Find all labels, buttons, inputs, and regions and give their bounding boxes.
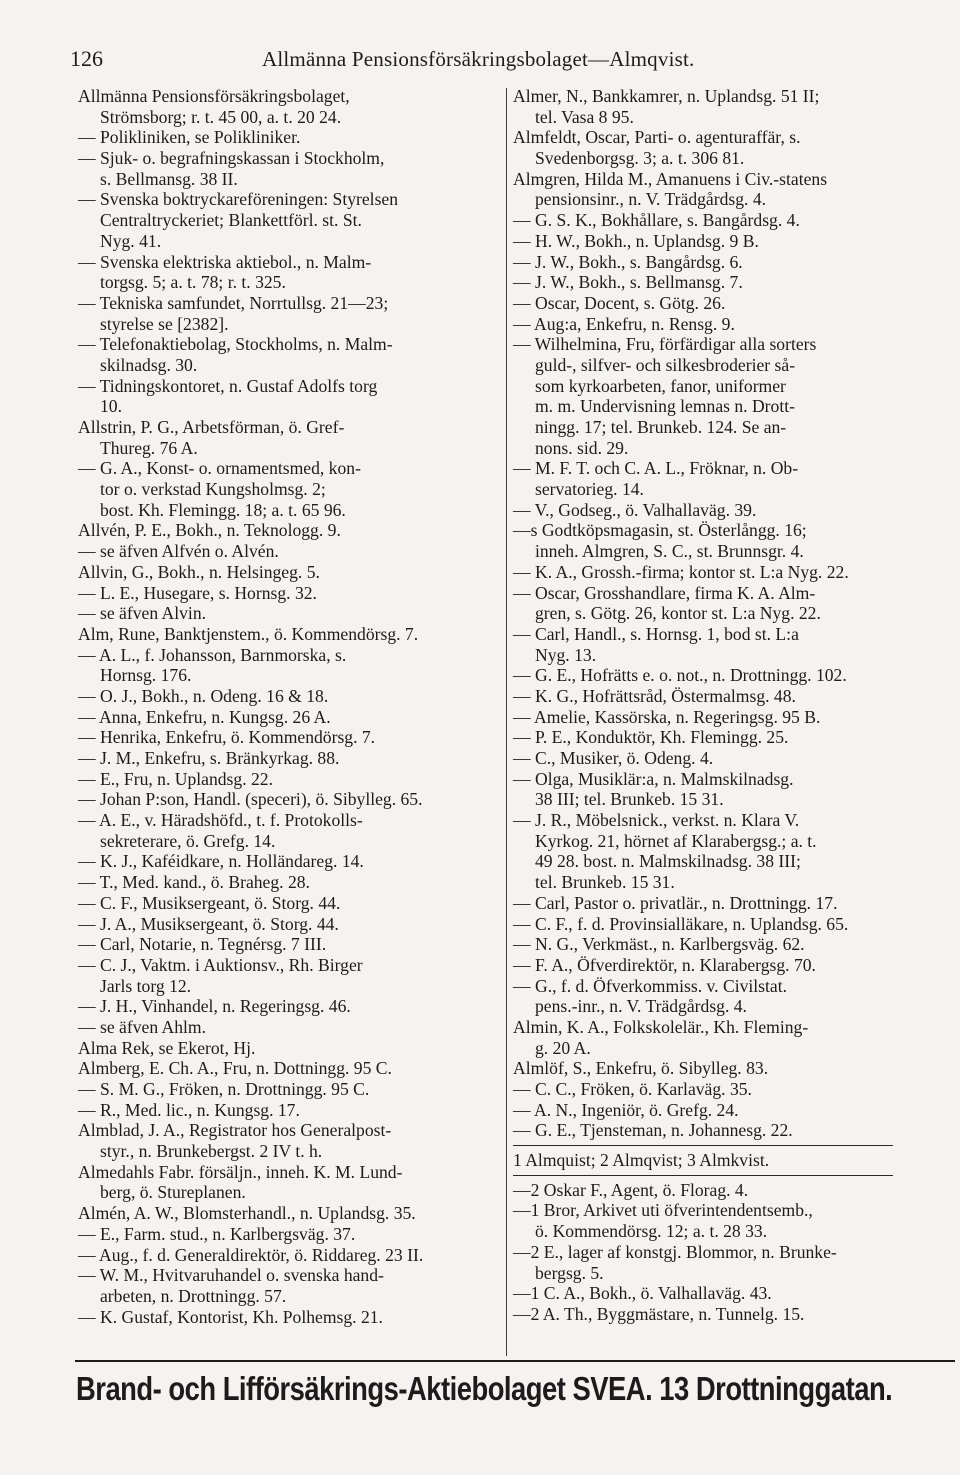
directory-entry-line: — C. J., Vaktm. i Auktionsv., Rh. Birger <box>78 954 363 975</box>
directory-entry-line: —2 Oskar F., Agent, ö. Florag. 4. <box>513 1179 749 1200</box>
directory-entry-line: — J. M., Enkefru, s. Bränkyrkag. 88. <box>78 748 340 768</box>
page-number: 126 <box>70 46 103 71</box>
directory-entry-line: — Wilhelmina, Fru, förfärdigar alla sorters <box>513 334 817 355</box>
directory-entry-line: — R., Med. lic., n. Kungsg. 17. <box>78 1099 300 1120</box>
directory-entry-line: 38 III; tel. Brunkeb. 15 31. <box>535 789 724 810</box>
directory-entry-line: ningg. 17; tel. Brunkeb. 124. Se an- <box>535 417 787 437</box>
footer-rule <box>75 1360 955 1362</box>
directory-entry-line: — Carl, Notarie, n. Tegnérsg. 7 III. <box>78 934 327 955</box>
directory-entry-line: tor o. verkstad Kungsholmsg. 2; <box>100 479 326 500</box>
directory-entry-line: m. m. Undervisning lemnas n. Drott- <box>535 396 795 417</box>
directory-entry-line: Hornsg. 176. <box>100 665 192 686</box>
directory-entry-line: servatorieg. 14. <box>535 479 644 500</box>
directory-entry-line: Jarls torg 12. <box>100 975 192 996</box>
directory-entry-line: guld-, silfver- och silkesbroderier så- <box>535 354 796 375</box>
directory-entry-line: torgsg. 5; a. t. 78; r. t. 325. <box>100 272 286 293</box>
directory-entry-line: — K. J., Kaféidkare, n. Holländareg. 14. <box>78 851 364 872</box>
directory-entry-line: —2 A. Th., Byggmästare, n. Tunnelg. 15. <box>513 1303 805 1324</box>
directory-entry-line: — A. L., f. Johansson, Barnmorska, s. <box>78 644 347 665</box>
directory-entry-line: — M. F. T. och C. A. L., Fröknar, n. Ob- <box>513 458 799 479</box>
directory-entry-line: — K. A., Grossh.-firma; kontor st. L:a Nyg. 22. <box>513 561 849 582</box>
directory-entry-line: Allvin, G., Bokh., n. Helsingeg. 5. <box>78 561 320 582</box>
directory-entry-line: — se äfven Alfvén o. Alvén. <box>78 541 279 562</box>
column-divider <box>506 88 507 1356</box>
directory-entry-line: 10. <box>100 396 122 417</box>
directory-entry-line: — Aug:a, Enkefru, n. Rensg. 9. <box>513 313 735 334</box>
directory-entry-line: nons. sid. 29. <box>535 437 629 458</box>
directory-entry-line: — se äfven Alvin. <box>78 603 207 624</box>
directory-entry-line: gren, s. Götg. 26, kontor st. L:a Nyg. 22. <box>535 603 821 624</box>
directory-entry-line: Almgren, Hilda M., Amanuens i Civ.-statens <box>513 168 828 189</box>
directory-entry-line: Thureg. 76 A. <box>100 437 198 458</box>
directory-entry-line: — Svenska elektriska aktiebol., n. Malm- <box>78 251 372 272</box>
directory-entry-line: skilnadsg. 30. <box>100 354 198 375</box>
directory-entry-line: styrelse se [2382]. <box>100 313 229 334</box>
directory-entry-line: —2 E., lager af konstgj. Blommor, n. Brunke- <box>513 1241 837 1262</box>
directory-entry-line: tel. Brunkeb. 15 31. <box>535 872 675 893</box>
directory-entry-line: — G., f. d. Öfverkommiss. v. Civilstat. <box>513 975 787 996</box>
directory-entry-line: — C. F., f. d. Provinsialläkare, n. Uplandsg. 65. <box>513 913 849 934</box>
directory-entry-line: styr., n. Brunkebergst. 2 IV t. h. <box>100 1141 323 1162</box>
directory-entry-line: Almedahls Fabr. försäljn., inneh. K. M. Lund- <box>78 1161 403 1182</box>
footnote-rule <box>513 1145 893 1146</box>
directory-entry-line: — G. E., Tjensteman, n. Johannesg. 22. <box>513 1120 793 1141</box>
directory-entry-line: — Amelie, Kassörska, n. Regeringsg. 95 B. <box>513 706 821 727</box>
directory-entry-line: — G. S. K., Bokhållare, s. Bangårdsg. 4. <box>513 210 800 231</box>
directory-entry-line: — J. W., Bokh., s. Bangårdsg. 6. <box>513 251 743 272</box>
directory-entry-line: arbeten, n. Drottningg. 57. <box>100 1285 287 1306</box>
directory-entry-line: s. Bellmansg. 38 II. <box>100 168 238 189</box>
directory-entry-line: — E., Farm. stud., n. Karlbergsväg. 37. <box>78 1223 356 1244</box>
directory-entry-line: — Henrika, Enkefru, ö. Kommendörsg. 7. <box>78 727 376 748</box>
directory-entry-line: Almfeldt, Oscar, Parti- o. agenturaffär, s. <box>513 127 801 148</box>
directory-entry-line: — C. F., Musiksergeant, ö. Storg. 44. <box>78 892 341 913</box>
directory-entry-line: — P. E., Konduktör, Kh. Flemingg. 25. <box>513 727 789 748</box>
directory-entry-line: Strömsborg; r. t. 45 00, a. t. 20 24. <box>100 106 342 127</box>
directory-entry-line: — Svenska boktryckareföreningen: Styrelsen <box>78 189 399 210</box>
directory-entry-line: g. 20 A. <box>535 1037 591 1058</box>
directory-entry-line: — A. N., Ingeniör, ö. Grefg. 24. <box>513 1099 739 1120</box>
directory-entry-line: — Carl, Pastor o. privatlär., n. Drottningg. 17. <box>513 892 838 913</box>
directory-entry-line: — C. C., Fröken, ö. Karlaväg. 35. <box>513 1079 752 1099</box>
directory-entry-line: — Carl, Handl., s. Hornsg. 1, bod st. L:a <box>513 623 799 644</box>
right-column <box>513 86 953 1325</box>
directory-entry-line: Allstrin, P. G., Arbetsförman, ö. Gref- <box>78 417 345 437</box>
directory-entry-line: Nyg. 41. <box>100 230 162 251</box>
directory-entry-line: — Oscar, Grosshandlare, firma K. A. Alm- <box>513 582 816 603</box>
directory-entry-line: — V., Godseg., ö. Valhallaväg. 39. <box>513 499 757 520</box>
directory-entry-line: — G. E., Hofrätts e. o. not., n. Drottningg. 102. <box>513 665 847 686</box>
directory-entry-line: Allmänna Pensionsförsäkringsbolaget, <box>78 86 350 106</box>
directory-entry-line: 49 28. bost. n. Malmskilnadsg. 38 III; <box>535 851 801 872</box>
directory-entry-line: — Telefonaktiebolag, Stockholms, n. Malm- <box>78 334 393 355</box>
directory-entry-line: — K. G., Hofrättsråd, Östermalmsg. 48. <box>513 685 796 706</box>
directory-entry-line: inneh. Almgren, S. C., st. Brunnsgr. 4. <box>535 541 804 562</box>
directory-entry-line: — Aug., f. d. Generaldirektör, ö. Riddareg. 23 II. <box>78 1244 424 1265</box>
directory-entry-line: — H. W., Bokh., n. Uplandsg. 9 B. <box>513 230 759 251</box>
directory-entry-line: Nyg. 13. <box>535 644 597 665</box>
directory-entry-line: pensionsinr., n. V. Trädgårdsg. 4. <box>535 189 767 210</box>
footnote-rule <box>513 1175 893 1176</box>
directory-entry-line: ö. Kommendörsg. 12; a. t. 28 33. <box>535 1221 768 1242</box>
directory-entry-line: berg, ö. Stureplanen. <box>100 1182 246 1203</box>
page-header <box>0 46 960 78</box>
directory-entry-line: bost. Kh. Flemingg. 18; a. t. 65 96. <box>100 499 346 520</box>
directory-entry-line: Alm, Rune, Banktjenstem., ö. Kommendörsg. 7. <box>78 623 419 644</box>
directory-entry-line: — se äfven Ahlm. <box>78 1016 207 1037</box>
directory-entry-line: Almén, A. W., Blomsterhandl., n. Uplandsg. 35. <box>78 1203 416 1224</box>
directory-entry-line: pens.-inr., n. V. Trädgårdsg. 4. <box>535 996 747 1017</box>
directory-entry-line: — Johan P:son, Handl. (speceri), ö. Sibylleg. 65. <box>78 789 423 810</box>
directory-entry-line: — K. Gustaf, Kontorist, Kh. Polhemsg. 21. <box>78 1306 383 1327</box>
directory-entry-line: Almin, K. A., Folkskolelär., Kh. Fleming- <box>513 1016 809 1037</box>
directory-entry-line: — J. R., Möbelsnick., verkst. n. Klara V. <box>513 810 800 831</box>
directory-entry-line: — E., Fru, n. Uplandsg. 22. <box>78 768 273 789</box>
directory-entry-line: — L. E., Husegare, s. Hornsg. 32. <box>78 582 317 603</box>
directory-entry-line: — J. A., Musiksergeant, ö. Storg. 44. <box>78 913 339 934</box>
footer <box>0 1360 960 1420</box>
directory-entry-line: Centraltryckeriet; Blankettförl. st. St. <box>100 210 362 231</box>
directory-entry-line: Almblad, J. A., Registrator hos Generalpost- <box>78 1120 392 1141</box>
directory-entry-line: — Oscar, Docent, s. Götg. 26. <box>513 292 726 313</box>
directory-entry-line: Svedenborgsg. 3; a. t. 306 81. <box>535 148 745 169</box>
directory-entry-line: —1 C. A., Bokh., ö. Valhallaväg. 43. <box>513 1283 772 1304</box>
directory-entry-line: Almberg, E. Ch. A., Fru, n. Dottningg. 95 C. <box>78 1058 392 1079</box>
directory-entry-line: —s Godtköpsmagasin, st. Österlångg. 16; <box>513 520 807 541</box>
directory-entry-line: — Polikliniken, se Polikliniker. <box>78 127 301 148</box>
directory-entry-line: — Tekniska samfundet, Norrtullsg. 21—23; <box>78 292 389 313</box>
directory-entry-line: bergsg. 5. <box>535 1262 604 1283</box>
directory-entry-line: som kyrkoarbeten, fanor, uniformer <box>535 375 786 396</box>
directory-entry-line: Alma Rek, se Ekerot, Hj. <box>78 1037 256 1058</box>
directory-entry-line: — J. W., Bokh., s. Bellmansg. 7. <box>513 272 743 293</box>
directory-entry-line: Allvén, P. E., Bokh., n. Teknologg. 9. <box>78 520 341 541</box>
directory-entry-line: — F. A., Öfverdirektör, n. Klarabergsg. 70. <box>513 954 816 975</box>
directory-entry-line: — N. G., Verkmäst., n. Karlbergsväg. 62. <box>513 934 805 955</box>
directory-entry-line: — S. M. G., Fröken, n. Drottningg. 95 C. <box>78 1079 370 1099</box>
directory-entry-line: — J. H., Vinhandel, n. Regeringsg. 46. <box>78 996 351 1017</box>
left-column <box>78 86 503 1327</box>
directory-entry-line: Almlöf, S., Enkefru, ö. Sibylleg. 83. <box>513 1058 769 1079</box>
directory-entry-line: — A. E., v. Häradshöfd., t. f. Protokolls- <box>78 810 363 831</box>
directory-entry-line: — Tidningskontoret, n. Gustaf Adolfs torg <box>78 375 378 396</box>
directory-entry-line: — G. A., Konst- o. ornamentsmed, kon- <box>78 458 361 479</box>
directory-entry-line: — Anna, Enkefru, n. Kungsg. 26 A. <box>78 706 331 727</box>
running-title: Allmänna Pensionsförsäkringsbolaget—Almqvist. <box>262 47 695 71</box>
directory-entry-line: sekreterare, ö. Grefg. 14. <box>100 830 276 851</box>
directory-entry-line: Kyrkog. 21, hörnet af Klarabergsg.; a. t. <box>535 830 817 851</box>
directory-entry-line: 1 Almquist; 2 Almqvist; 3 Almkvist. <box>513 1150 770 1171</box>
directory-entry-line: tel. Vasa 8 95. <box>535 106 634 127</box>
directory-entry-line: — T., Med. kand., ö. Braheg. 28. <box>78 872 310 893</box>
directory-entry-line: — W. M., Hvitvaruhandel o. svenska hand- <box>78 1265 384 1286</box>
directory-entry-line: — O. J., Bokh., n. Odeng. 16 & 18. <box>78 685 329 706</box>
directory-entry-line: Almer, N., Bankkamrer, n. Uplandsg. 51 II; <box>513 86 820 106</box>
directory-entry-line: — C., Musiker, ö. Odeng. 4. <box>513 748 714 768</box>
footer-advertisement: Brand- och Lifförsäkrings-Aktiebolaget SVEA. 13 Drottninggatan. <box>76 1370 893 1407</box>
directory-entry-line: — Sjuk- o. begrafningskassan i Stockholm, <box>78 148 385 169</box>
directory-entry-line: — Olga, Musiklär:a, n. Malmskilnadsg. <box>513 768 794 789</box>
directory-entry-line: —1 Bror, Arkivet uti öfverintendentsemb., <box>513 1200 813 1221</box>
